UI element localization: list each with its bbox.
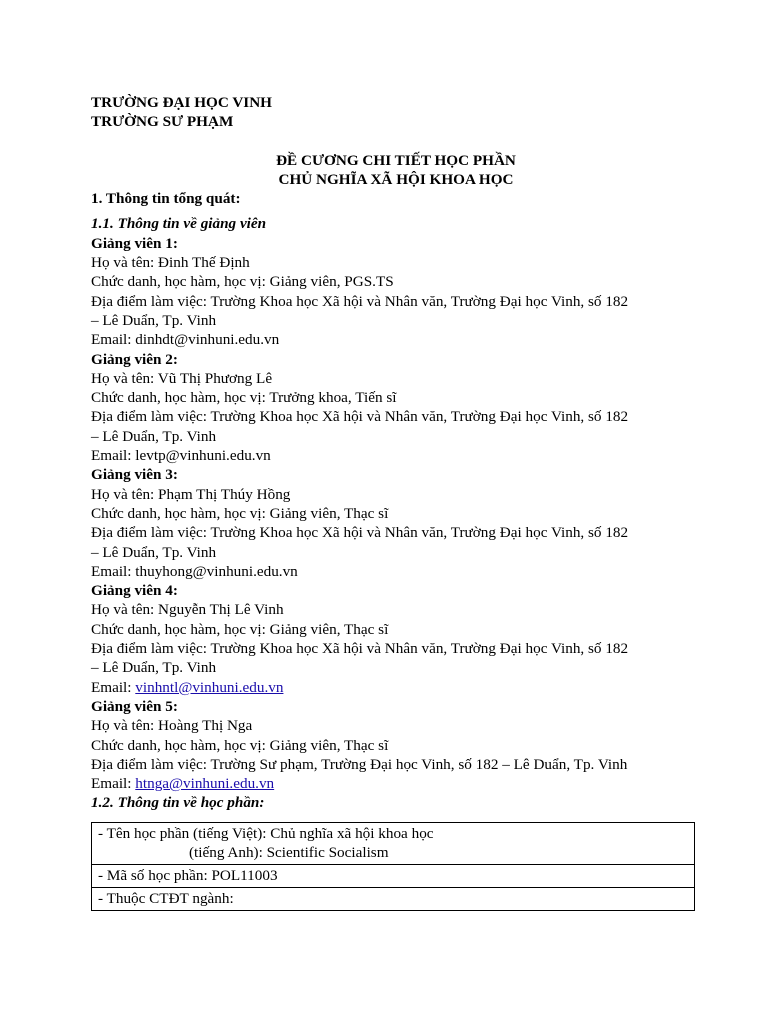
lecturer-title: Chức danh, học hàm, học vị: Giảng viên, PGS.TS bbox=[91, 273, 394, 291]
university-name: TRƯỜNG ĐẠI HỌC VINH bbox=[91, 94, 272, 111]
lecturer-block-1 bbox=[91, 234, 701, 350]
lecturer-email: levtp@vinhuni.edu.vn bbox=[135, 447, 271, 465]
lecturer-workplace-cont: – Lê Duẩn, Tp. Vinh bbox=[91, 543, 217, 561]
document-title-line-2: CHỦ NGHĨA XÃ HỘI KHOA HỌC bbox=[278, 170, 514, 188]
lecturer-email-line bbox=[91, 562, 701, 581]
section-1-heading: 1. Thông tin tổng quát: bbox=[91, 190, 241, 208]
lecturer-title: Chức danh, học hàm, học vị: Trưởng khoa, Tiến sĩ bbox=[91, 389, 397, 407]
lecturer-email-line bbox=[91, 774, 701, 793]
lecturer-block-5 bbox=[91, 697, 701, 793]
table-cell-program: - Thuộc CTĐT ngành: bbox=[92, 887, 695, 910]
lecturer-email-line bbox=[91, 678, 701, 697]
document-title-line-1: ĐỀ CƯƠNG CHI TIẾT HỌC PHẦN bbox=[276, 151, 516, 169]
lecturer-name: Họ và tên: Vũ Thị Phương Lê bbox=[91, 369, 273, 387]
lecturer-workplace: Địa điểm làm việc: Trường Sư phạm, Trường Đại học Vinh, số 182 – Lê Duẩn, Tp. Vinh bbox=[91, 755, 628, 773]
email-label: Email: bbox=[91, 775, 136, 793]
lecturer-email-link[interactable]: htnga@vinhuni.edu.vn bbox=[135, 775, 275, 793]
lecturer-label: Giảng viên 5: bbox=[91, 697, 178, 715]
table-row bbox=[92, 887, 695, 910]
lecturer-email-line bbox=[91, 330, 701, 349]
lecturer-workplace: Địa điểm làm việc: Trường Khoa học Xã hội và Nhân văn, Trường Đại học Vinh, số 182 bbox=[91, 292, 629, 310]
school-name: TRƯỜNG SƯ PHẠM bbox=[91, 113, 234, 131]
lecturer-email-link[interactable]: vinhntl@vinhuni.edu.vn bbox=[135, 678, 284, 696]
email-label: Email: bbox=[91, 447, 136, 465]
section-1-1-heading: 1.1. Thông tin về giảng viên bbox=[91, 215, 267, 233]
lecturer-label: Giảng viên 4: bbox=[91, 582, 178, 600]
course-name-vi: - Tên học phần (tiếng Việt): Chủ nghĩa xã hội khoa học bbox=[98, 824, 434, 842]
lecturer-workplace-cont: – Lê Duẩn, Tp. Vinh bbox=[91, 311, 217, 329]
lecturer-label: Giảng viên 3: bbox=[91, 466, 178, 484]
lecturer-workplace: Địa điểm làm việc: Trường Khoa học Xã hội và Nhân văn, Trường Đại học Vinh, số 182 bbox=[91, 408, 629, 426]
lecturer-workplace: Địa điểm làm việc: Trường Khoa học Xã hội và Nhân văn, Trường Đại học Vinh, số 182 bbox=[91, 524, 629, 542]
document-page bbox=[91, 93, 701, 911]
lecturer-block-4 bbox=[91, 581, 701, 697]
section-1-2-heading: 1.2. Thông tin về học phần: bbox=[91, 794, 265, 812]
email-label: Email: bbox=[91, 562, 136, 580]
lecturer-block-2 bbox=[91, 350, 701, 466]
lecturer-block-3 bbox=[91, 465, 701, 581]
lecturer-workplace-cont: – Lê Duẩn, Tp. Vinh bbox=[91, 659, 217, 677]
lecturer-name: Họ và tên: Phạm Thị Thúy Hồng bbox=[91, 485, 291, 503]
email-label: Email: bbox=[91, 678, 136, 696]
lecturer-title: Chức danh, học hàm, học vị: Giảng viên, Thạc sĩ bbox=[91, 736, 389, 754]
lecturer-workplace-cont: – Lê Duẩn, Tp. Vinh bbox=[91, 427, 217, 445]
lecturer-title: Chức danh, học hàm, học vị: Giảng viên, Thạc sĩ bbox=[91, 620, 389, 638]
table-cell-course-code: - Mã số học phần: POL11003 bbox=[92, 864, 695, 887]
lecturer-email: dinhdt@vinhuni.edu.vn bbox=[135, 331, 280, 349]
email-label: Email: bbox=[91, 331, 136, 349]
course-name-en: (tiếng Anh): Scientific Socialism bbox=[189, 843, 389, 861]
lecturer-title: Chức danh, học hàm, học vị: Giảng viên, Thạc sĩ bbox=[91, 504, 389, 522]
course-info-table bbox=[91, 822, 695, 911]
lecturer-label: Giảng viên 1: bbox=[91, 234, 178, 252]
lecturer-name: Họ và tên: Nguyễn Thị Lê Vinh bbox=[91, 601, 284, 619]
table-row bbox=[92, 864, 695, 887]
table-cell-course-name bbox=[92, 822, 695, 864]
lecturer-email-line bbox=[91, 446, 701, 465]
table-row bbox=[92, 822, 695, 864]
lecturer-label: Giảng viên 2: bbox=[91, 350, 178, 368]
lecturer-workplace: Địa điểm làm việc: Trường Khoa học Xã hội và Nhân văn, Trường Đại học Vinh, số 182 bbox=[91, 640, 629, 658]
lecturer-name: Họ và tên: Đinh Thế Định bbox=[91, 254, 250, 272]
lecturer-email: thuyhong@vinhuni.edu.vn bbox=[135, 562, 298, 580]
lecturer-name: Họ và tên: Hoàng Thị Nga bbox=[91, 717, 253, 735]
